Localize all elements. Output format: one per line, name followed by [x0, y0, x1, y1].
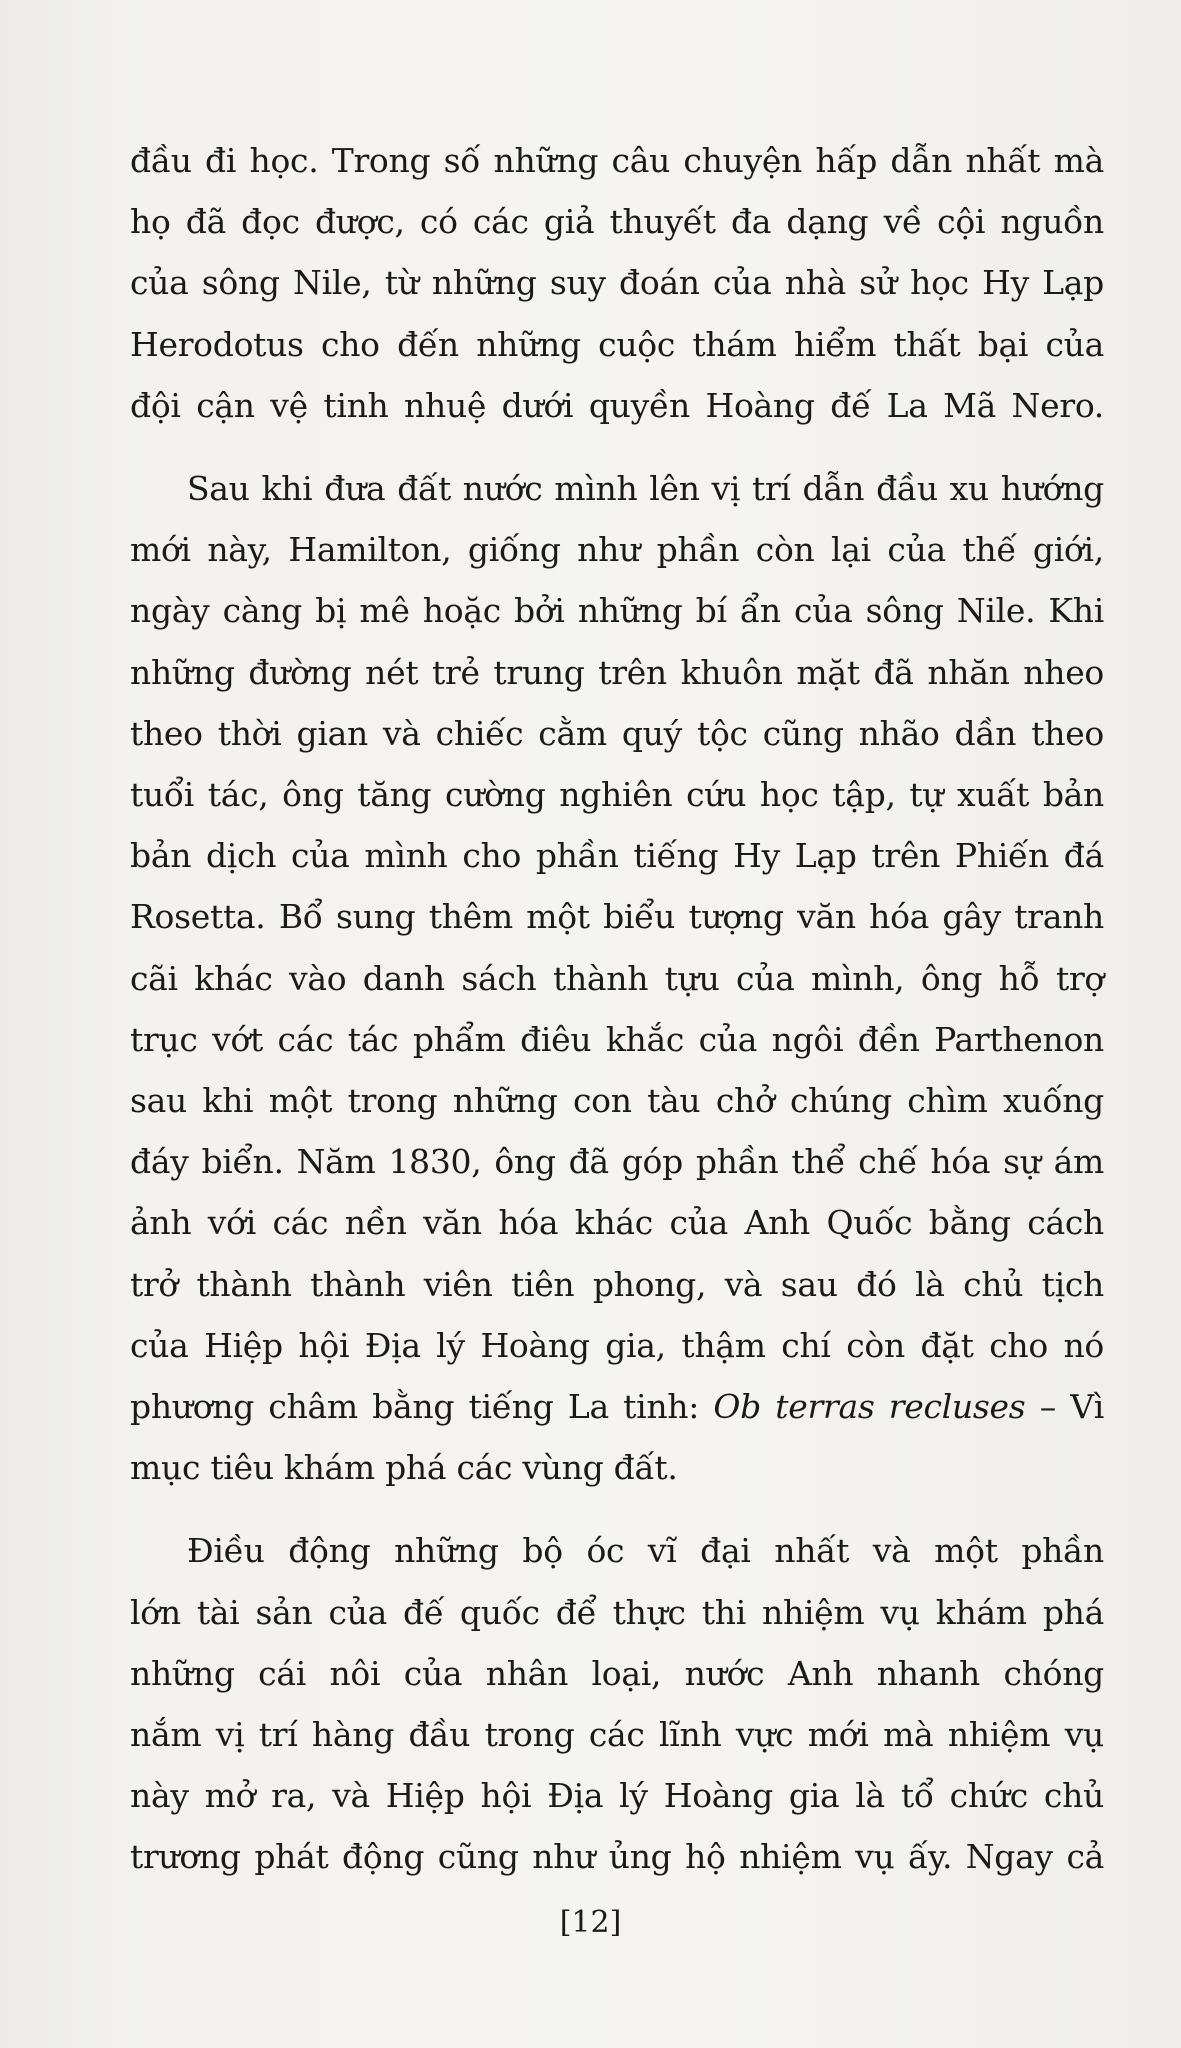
text-line: ngày càng bị mê hoặc bởi những bí ẩn của sông Nile. Khi — [130, 591, 1104, 631]
text-line: Điều động những bộ óc vĩ đại nhất và một phần — [187, 1531, 1104, 1571]
text-line: trục vớt các tác phẩm điêu khắc của ngôi đền Parthenon — [130, 1019, 1104, 1059]
text-line: đáy biển. Năm 1830, ông đã góp phần thể chế hóa sự ám — [130, 1142, 1104, 1182]
paragraph-1 — [130, 130, 1104, 436]
motto-prefix: phương châm bằng tiếng La tinh: — [130, 1387, 714, 1427]
text-line: họ đã đọc được, có các giả thuyết đa dạng về cội nguồn — [130, 202, 1104, 242]
text-line: lớn tài sản của đế quốc để thực thi nhiệm vụ khám phá — [130, 1592, 1104, 1632]
text-line: Herodotus cho đến những cuộc thám hiểm thất bại của — [130, 324, 1104, 364]
paragraph-3 — [130, 1520, 1104, 1887]
text-line: này mở ra, và Hiệp hội Địa lý Hoàng gia là tổ chức chủ — [130, 1776, 1104, 1816]
motto-suffix: – Vì — [1025, 1387, 1104, 1427]
text-line: cãi khác vào danh sách thành tựu của mình, ông hỗ trợ — [130, 958, 1104, 998]
text-line: trở thành thành viên tiên phong, và sau đó là chủ tịch — [130, 1264, 1104, 1304]
paragraph-2 — [130, 458, 1104, 1498]
latin-motto: Ob terras recluses — [713, 1387, 1026, 1427]
body-text — [130, 130, 1104, 1888]
text-line: nắm vị trí hàng đầu trong các lĩnh vực mới mà nhiệm vụ — [130, 1715, 1104, 1755]
text-line: trương phát động cũng như ủng hộ nhiệm vụ ấy. Ngay cả — [130, 1837, 1104, 1877]
text-line: đội cận vệ tinh nhuệ dưới quyền Hoàng đế La Mã Nero. — [130, 385, 1104, 425]
text-line: mới này, Hamilton, giống như phần còn lại của thế giới, — [130, 530, 1104, 570]
text-line: đầu đi học. Trong số những câu chuyện hấp dẫn nhất mà — [130, 141, 1104, 180]
text-line: sau khi một trong những con tàu chở chúng chìm xuống — [130, 1081, 1104, 1121]
text-line: của sông Nile, từ những suy đoán của nhà sử học Hy Lạp — [130, 263, 1104, 303]
text-line: ảnh với các nền văn hóa khác của Anh Quốc bằng cách — [130, 1203, 1104, 1243]
motto-line — [130, 1376, 1104, 1437]
text-line: của Hiệp hội Địa lý Hoàng gia, thậm chí còn đặt cho nó — [130, 1325, 1104, 1365]
text-line: theo thời gian và chiếc cằm quý tộc cũng nhão dần theo — [130, 713, 1104, 753]
text-line: mục tiêu khám phá các vùng đất. — [130, 1448, 678, 1488]
text-line: bản dịch của mình cho phần tiếng Hy Lạp trên Phiến đá — [130, 836, 1104, 876]
text-line: Rosetta. Bổ sung thêm một biểu tượng văn hóa gây tranh — [130, 897, 1104, 937]
page-number: [12] — [559, 1905, 622, 1940]
text-line: những đường nét trẻ trung trên khuôn mặt đã nhăn nheo — [130, 652, 1104, 692]
text-line: Sau khi đưa đất nước mình lên vị trí dẫn đầu xu hướng — [187, 469, 1104, 509]
text-line: những cái nôi của nhân loại, nước Anh nhanh chóng — [130, 1653, 1104, 1693]
text-line: tuổi tác, ông tăng cường nghiên cứu học tập, tự xuất bản — [130, 775, 1104, 815]
